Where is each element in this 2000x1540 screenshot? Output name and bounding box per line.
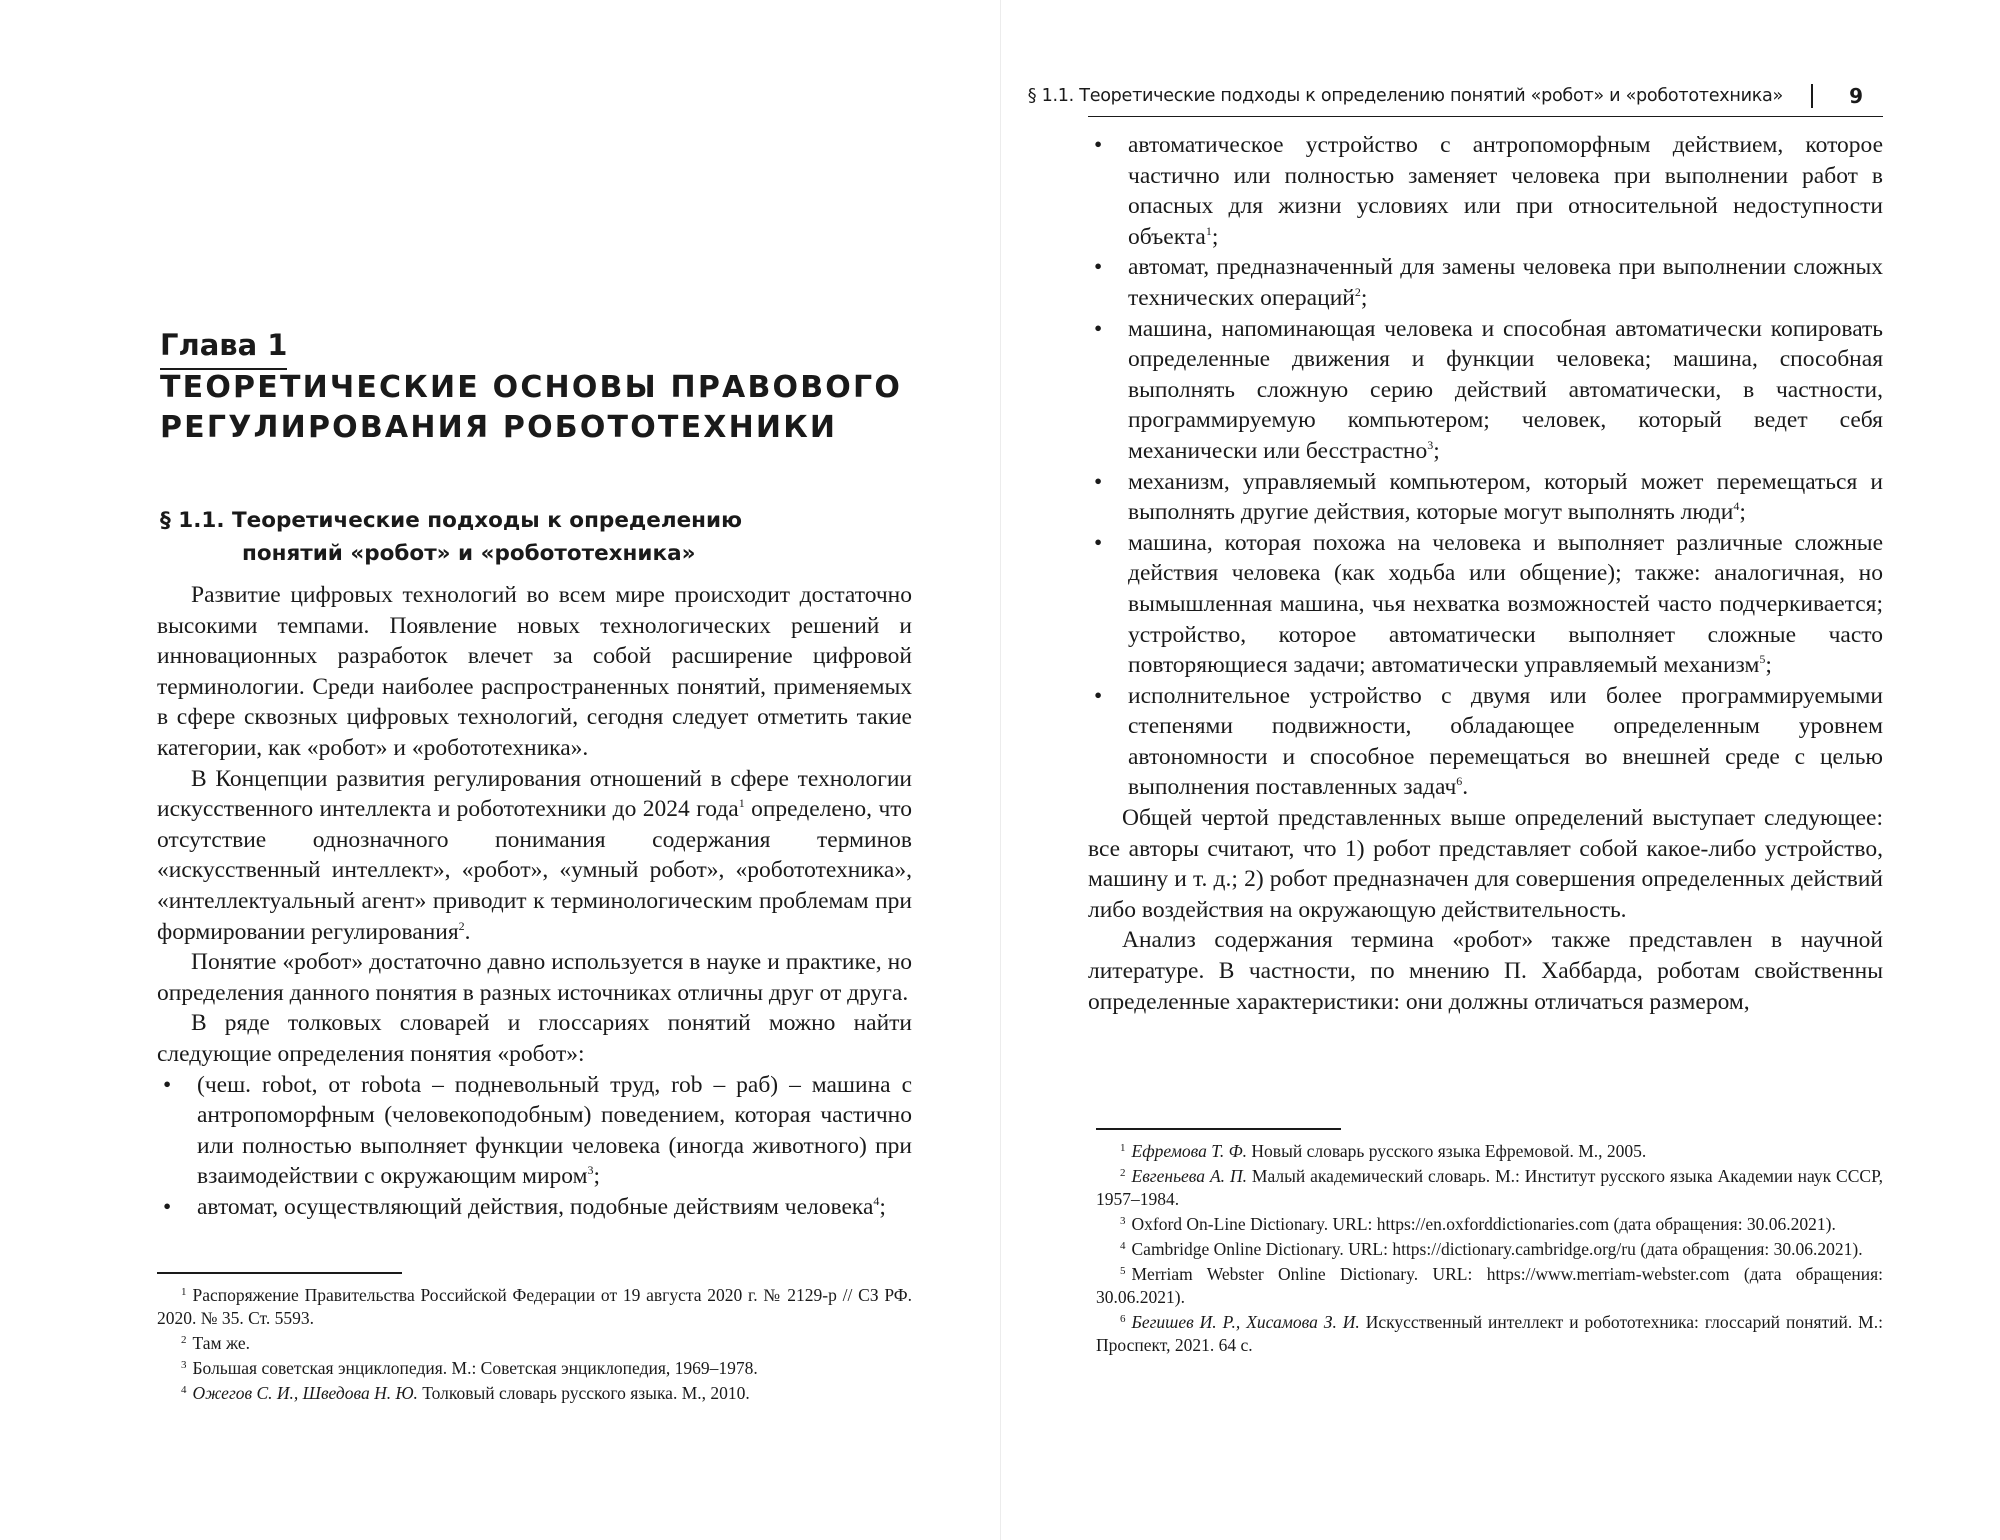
paragraph: Анализ содержания термина «робот» также представлен в научной литературе. В частности, по мнению П. Хаббарда, роботам свойственны определенные характеристики: они должны отличаться размером, bbox=[1088, 927, 1883, 1015]
footnote bbox=[157, 1284, 912, 1330]
paragraph bbox=[157, 764, 912, 948]
footnote-number: 6 bbox=[1120, 1312, 1126, 1325]
paragraph: Общей чертой представленных выше определений выступает следующее: все авторы считают, что 1) робот представляет собой какое-либо устройство, машину и т. д.; 2) робот предназначен для совершения определенных действий либо воздействия на окружающую действительность. bbox=[1088, 805, 1883, 923]
text-run: ; bbox=[1433, 437, 1440, 464]
footnote-number: 2 bbox=[1120, 1166, 1126, 1179]
footnote-text: Большая советская энциклопедия. М.: Советская энциклопедия, 1969–1978. bbox=[192, 1357, 758, 1378]
text-run: (чеш. robot, от robota – подневольный труд, rob – раб) – машина с антропоморфным (человекоподобным) поведением, которая частично или полностью выполняет функции человека (иногда животного) при взаимодействии с окружающим миром bbox=[197, 1071, 912, 1190]
text-run: автомат, предназначенный для замены человека при выполнении сложных технических операций bbox=[1128, 254, 1883, 311]
text-run: автоматическое устройство с антропоморфным действием, которое частично или полностью заменяет человека при выполнении работ в опасных для жизни условиях или при относительной недоступности объекта bbox=[1128, 132, 1883, 250]
text-run: механизм, управляемый компьютером, который может перемещаться и выполнять другие действия, которые могут выполнять люди bbox=[1128, 468, 1883, 526]
chapter-title-line: РЕГУЛИРОВАНИЯ РОБОТОТЕХНИКИ bbox=[160, 410, 838, 445]
footnote-author: Ожегов С. И., Шведова Н. Ю. bbox=[192, 1382, 418, 1403]
chapter-title bbox=[160, 368, 903, 448]
bullet-icon: • bbox=[1094, 254, 1103, 281]
footnote-number: 3 bbox=[1120, 1214, 1126, 1227]
footnote-divider bbox=[1096, 1128, 1341, 1130]
footnote bbox=[157, 1357, 912, 1380]
text-run: определено, что отсутствие однозначного понимания содержания терминов «искусственный интеллект», «робот», «умный робот», «робототехника», «интеллектуальный агент» приводит к терминологическим проблемам при формировании регулирования bbox=[157, 796, 912, 945]
chapter-label: Глава 1 bbox=[160, 328, 287, 370]
section-heading-line: понятий «робот» и «робототехника» bbox=[242, 541, 696, 566]
text-run: В Концепции развития регулирования отношений в сфере технологии искусственного интеллекта и робототехники до 2024 года bbox=[157, 765, 912, 823]
paragraph: В ряде толковых словарей и глоссариях понятий можно найти следующие определения понятия «робот»: bbox=[157, 1010, 912, 1067]
footnote-ref[interactable]: 1 bbox=[1205, 223, 1212, 238]
footnote bbox=[1096, 1263, 1883, 1309]
footnote bbox=[1096, 1311, 1883, 1357]
footnote-number: 2 bbox=[181, 1333, 187, 1346]
footnote-number: 1 bbox=[181, 1285, 187, 1298]
footnote-author: Ефремова Т. Ф. bbox=[1131, 1140, 1248, 1161]
running-head-separator bbox=[1811, 84, 1813, 108]
footnote-ref[interactable]: 6 bbox=[1456, 774, 1463, 789]
right-footnotes bbox=[1096, 1128, 1883, 1359]
list-item bbox=[157, 1070, 912, 1192]
paragraph: Понятие «робот» достаточно давно используется в науке и практике, но определения данного понятия в разных источниках отличны друг от друга. bbox=[157, 949, 912, 1006]
left-footnotes bbox=[157, 1272, 912, 1407]
footnote-number: 5 bbox=[1120, 1264, 1126, 1277]
footnote-ref[interactable]: 4 bbox=[1733, 499, 1740, 514]
footnote-number: 4 bbox=[181, 1383, 187, 1396]
footnote-text: Распоряжение Правительства Российской Федерации от 19 августа 2020 г. № 2129-р // СЗ РФ. 2020. № 35. Ст. 5593. bbox=[157, 1284, 912, 1328]
definition-list bbox=[157, 1070, 912, 1223]
footnote-text: Cambridge Online Dictionary. URL: https://dictionary.cambridge.org/ru (дата обращения: 30.06.2021). bbox=[1131, 1238, 1863, 1259]
right-body-text bbox=[1088, 130, 1883, 1017]
list-item bbox=[1088, 528, 1883, 681]
footnote-text: Новый словарь русского языка Ефремовой. М., 2005. bbox=[1247, 1140, 1647, 1161]
footnote-text: Искусственный интеллект и робототехника: глоссарий понятий. М.: Проспект, 2021. 64 с. bbox=[1096, 1311, 1883, 1355]
footnote-text: Merriam Webster Online Dictionary. URL: https://www.merriam-webster.com (дата обращения: 30.06.2021). bbox=[1096, 1263, 1883, 1307]
footnote-ref[interactable]: 1 bbox=[738, 796, 745, 811]
section-heading-line: § 1.1. Теоретические подходы к определению bbox=[160, 508, 742, 533]
footnote-author: Евгеньева А. П. bbox=[1131, 1165, 1247, 1186]
footnote-ref[interactable]: 5 bbox=[1759, 652, 1766, 667]
footnote-author: Бегишев И. Р., Хисамова З. И. bbox=[1131, 1311, 1360, 1332]
footnote-ref[interactable]: 3 bbox=[587, 1163, 594, 1178]
footnote-ref[interactable]: 3 bbox=[1427, 437, 1434, 452]
footnote bbox=[157, 1382, 912, 1405]
text-run: ; bbox=[1739, 499, 1746, 526]
bullet-icon: • bbox=[1094, 529, 1103, 556]
footnote-ref[interactable]: 4 bbox=[873, 1193, 880, 1208]
footnote-number: 1 bbox=[1120, 1141, 1126, 1154]
list-item bbox=[1088, 314, 1883, 467]
text-run: ; bbox=[1211, 223, 1219, 250]
bullet-icon: • bbox=[163, 1071, 172, 1098]
footnote-divider bbox=[157, 1272, 402, 1274]
footnote bbox=[1096, 1238, 1883, 1261]
paragraph: Развитие цифровых технологий во всем мире происходит достаточно высокими темпами. Появление новых технологических решений и инновационных разработок влечет за собой расширение цифровой терминологии. Среди наиболее распространенных понятий, применяемых в сфере сквозных цифровых технологий, сегодня следует отметить такие категории, как «робот» и «робототехника». bbox=[157, 582, 912, 761]
bullet-icon: • bbox=[163, 1193, 172, 1220]
bullet-icon: • bbox=[1094, 468, 1103, 495]
text-run: . bbox=[1462, 774, 1469, 801]
chapter-title-line: ТЕОРЕТИЧЕСКИЕ ОСНОВЫ ПРАВОВОГО bbox=[160, 370, 903, 405]
running-head bbox=[1027, 82, 1883, 117]
text-run: ; bbox=[879, 1193, 886, 1220]
text-run: машина, которая похожа на человека и выполняет различные сложные действия человека (как ходьба или общение); также: аналогичная, но вымышленная машина, чья нехватка возможностей часто подчеркивается; устройство, которое автоматически выполняет сложные часто повторяющиеся задачи; автоматически управляемый механизм bbox=[1128, 529, 1883, 679]
footnote bbox=[1096, 1213, 1883, 1236]
list-item bbox=[1088, 130, 1883, 252]
footnote bbox=[157, 1332, 912, 1355]
footnote-ref[interactable]: 2 bbox=[458, 918, 465, 933]
list-item bbox=[1088, 681, 1883, 803]
text-run: машина, напоминающая человека и способная автоматически копировать определенные движения и функции человека; машина, способная выполнять сложную серию действий автоматически, в частности, программируемую компьютером; человек, который ведет себя механически или бесстрастно bbox=[1128, 315, 1883, 464]
list-item bbox=[1088, 467, 1883, 528]
bullet-icon: • bbox=[1094, 682, 1103, 709]
text-run: ; bbox=[1765, 652, 1772, 679]
definition-list bbox=[1088, 130, 1883, 803]
footnote-text: Oxford On-Line Dictionary. URL: https://en.oxforddictionaries.com (дата обращения: 30.06.2021). bbox=[1131, 1213, 1836, 1234]
bullet-icon: • bbox=[1094, 315, 1103, 342]
text-run: исполнительное устройство с двумя или более программируемыми степенями подвижности, обладающее определенным уровнем автономности и способное перемещаться во внешней среде с целью выполнения поставленных задач bbox=[1128, 682, 1883, 801]
footnote bbox=[1096, 1165, 1883, 1211]
footnote-text: Малый академический словарь. М.: Институт русского языка Академии наук СССР, 1957–1984. bbox=[1096, 1165, 1883, 1209]
running-head-title: § 1.1. Теоретические подходы к определению понятий «робот» и «робототехника» bbox=[1027, 86, 1783, 106]
text-run: автомат, осуществляющий действия, подобные действиям человека bbox=[197, 1193, 874, 1220]
bullet-icon: • bbox=[1094, 132, 1103, 158]
footnote-text: Там же. bbox=[192, 1332, 250, 1353]
footnote-ref[interactable]: 2 bbox=[1354, 284, 1361, 299]
text-run: . bbox=[464, 918, 471, 945]
list-item bbox=[1088, 252, 1883, 313]
footnote-number: 3 bbox=[181, 1358, 187, 1371]
page-number: 9 bbox=[1849, 84, 1863, 108]
footnote-number: 4 bbox=[1120, 1239, 1126, 1252]
right-page bbox=[1000, 0, 2000, 1540]
text-run: ; bbox=[593, 1163, 601, 1190]
left-body-text bbox=[157, 580, 912, 1222]
section-heading bbox=[160, 504, 900, 570]
list-item bbox=[157, 1192, 912, 1223]
text-run: ; bbox=[1360, 284, 1368, 311]
footnote bbox=[1096, 1140, 1883, 1163]
footnote-text: Толковый словарь русского языка. М., 2010. bbox=[417, 1382, 750, 1403]
